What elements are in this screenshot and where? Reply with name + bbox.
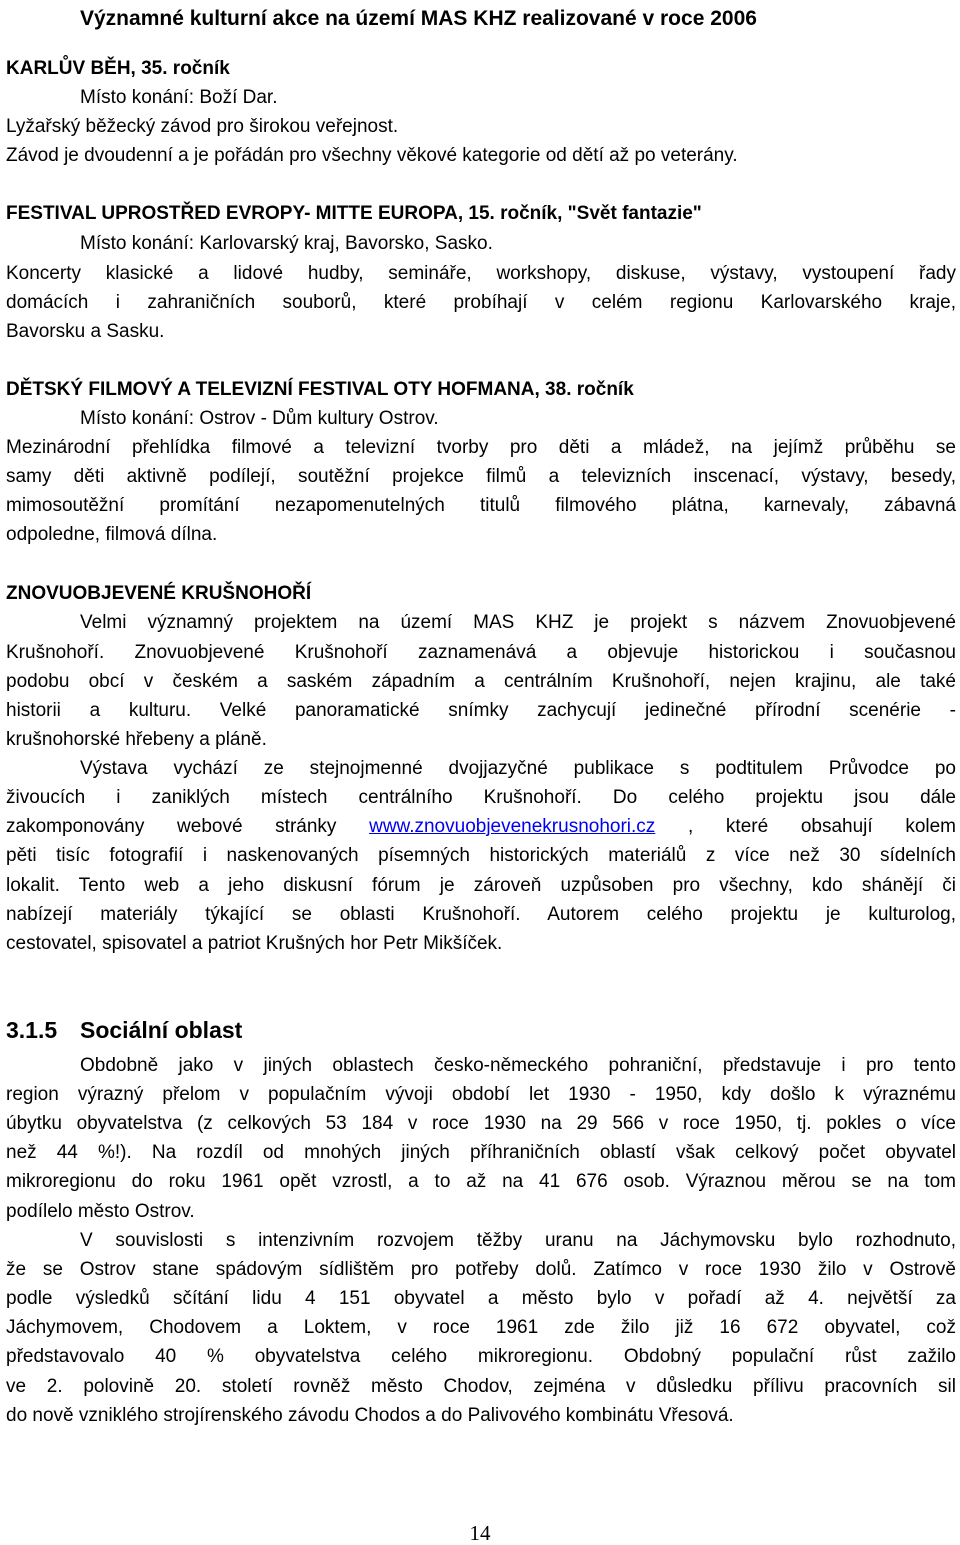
event-text-line: Koncerty klasické a lidové hudby, semináře, workshopy, diskuse, výstavy, vystoupení řady [6,263,956,284]
event-text-line: historii a kulturu. Velké panoramatické snímky zachycují jedinečné přírodní scenérie - [6,700,956,721]
event-text-line: podobu obcí v českém a saském západním a centrálním Krušnohoří, nejen krajinu, ale také [6,671,956,692]
event-text-line: krušnohorské hřebeny a pláně. [6,729,267,750]
section-text-line: že se Ostrov stane spádovým sídlištěm pro potřeby dolů. Zatímco v roce 1930 žilo v Ostrově [6,1259,956,1280]
event-text-line: cestovatel, spisovatel a patriot Krušných hor Petr Mikšíček. [6,933,503,954]
event-text-line: Krušnohoří. Znovuobjevené Krušnohoří zaznamenává a objevuje historickou i současnou [6,642,956,663]
link-line-before: zakomponovány webové stránky [6,816,370,837]
event-text-line: lokalit. Tento web a jeho diskusní fórum je zároveň uzpůsoben pro všechny, kdo shánějí či [6,875,956,896]
event-title-karluv-beh: KARLŮV BĚH, 35. ročník [6,58,230,79]
section-text-line: Obdobně jako v jiných oblastech česko-německého pohraniční, představuje i pro tento [80,1055,956,1076]
event-text-line: Mezinárodní přehlídka filmové a televizní tvorby pro děti a mládež, na jejímž průběhu se [6,437,956,458]
event-text-line: Lyžařský běžecký závod pro širokou veřejnost. [6,116,399,137]
website-link[interactable]: www.znovuobjevenekrusnohori.cz [369,816,656,837]
link-line-after: , které obsahují kolem [655,816,956,837]
section-text-line: mikroregionu do roku 1961 opět vzrostl, a to až na 41 676 osob. Výraznou měrou se na tom [6,1171,956,1192]
section-text-line: region výrazný přelom v populačním vývoji období let 1930 - 1950, kdy došlo k výraznému [6,1084,956,1105]
event-text-line: domácích i zahraničních souborů, které probíhají v celém regionu Karlovarského kraje, [6,292,956,313]
event-text-line: mimosoutěžní promítání nezapomenutelných titulů filmového plátna, karnevaly, zábavná [6,495,956,516]
section-text-line: než 44 %!). Na rozdíl od mnohých jiných příhraničních oblastí však celkový počet obyvatel [6,1142,956,1163]
event-location: Místo konání: Ostrov - Dům kultury Ostrov. [80,408,439,429]
event-text-line: odpoledne, filmová dílna. [6,524,218,545]
event-text-line: Závod je dvoudenní a je pořádán pro všechny věkové kategorie od dětí až po veterány. [6,145,738,166]
event-title-festival-uprostred-evropy: FESTIVAL UPROSTŘED EVROPY- MITTE EUROPA, 15. ročník, "Svět fantazie" [6,203,702,224]
section-heading [6,1018,956,1044]
page-title: Významné kulturní akce na území MAS KHZ realizované v roce 2006 [80,7,757,30]
event-text-line: pěti tisíc fotografií i naskenovaných písemných historických materiálů z více než 30 sídelních [6,845,956,866]
page-number: 14 [469,1521,491,1545]
event-text-line: nabízejí materiály týkající se oblasti Krušnohoří. Autorem celého projektu je kulturolog, [6,904,956,925]
section-text-line: V souvislosti s intenzivním rozvojem těžby uranu na Jáchymovsku bylo rozhodnuto, [80,1230,956,1251]
event-link-line [6,815,956,841]
section-text-line: Jáchymovem, Chodovem a Loktem, v roce 1961 zde žilo již 16 672 obyvatel, což [6,1317,956,1338]
section-title: Sociální oblast [80,1017,243,1043]
event-location: Místo konání: Karlovarský kraj, Bavorsko, Sasko. [80,233,493,254]
section-text-line: ve 2. polovině 20. století rovněž město Chodov, zejména v důsledku přílivu pracovních sil [6,1376,956,1397]
section-text-line: podílelo město Ostrov. [6,1201,195,1222]
event-title-znovuobjevene-krusnohori: ZNOVUOBJEVENÉ KRUŠNOHOŘÍ [6,583,312,604]
section-number: 3.1.5 [6,1017,58,1043]
event-text-line: samy děti aktivně podílejí, soutěžní projekce filmů a televizních inscenací, výstavy, besedy, [6,466,956,487]
event-text-line: živoucích i zaniklých místech centrálního Krušnohoří. Do celého projektu jsou dále [6,787,956,808]
section-text-line: představovalo 40 % obyvatelstva celého mikroregionu. Obdobný populační růst zažilo [6,1346,956,1367]
section-text-line: podle výsledků sčítání lidu 4 151 obyvatel a město bylo v pořadí až 4. největší za [6,1288,956,1309]
section-text-line: úbytku obyvatelstva (z celkových 53 184 v roce 1930 na 29 566 v roce 1950, tj. pokles o více [6,1113,956,1134]
event-title-film-festival: DĚTSKÝ FILMOVÝ A TELEVIZNÍ FESTIVAL OTY HOFMANA, 38. ročník [6,379,634,400]
event-text-line: Velmi významný projektem na území MAS KHZ je projekt s názvem Znovuobjevené [80,612,956,633]
section-text-line: do nově vzniklého strojírenského závodu Chodos a do Palivového kombinátu Vřesová. [6,1405,734,1426]
event-text-line: Výstava vychází ze stejnojmenné dvojjazyčné publikace s podtitulem Průvodce po [80,758,956,779]
event-text-line: Bavorsku a Sasku. [6,321,165,342]
event-location: Místo konání: Boží Dar. [80,87,278,108]
